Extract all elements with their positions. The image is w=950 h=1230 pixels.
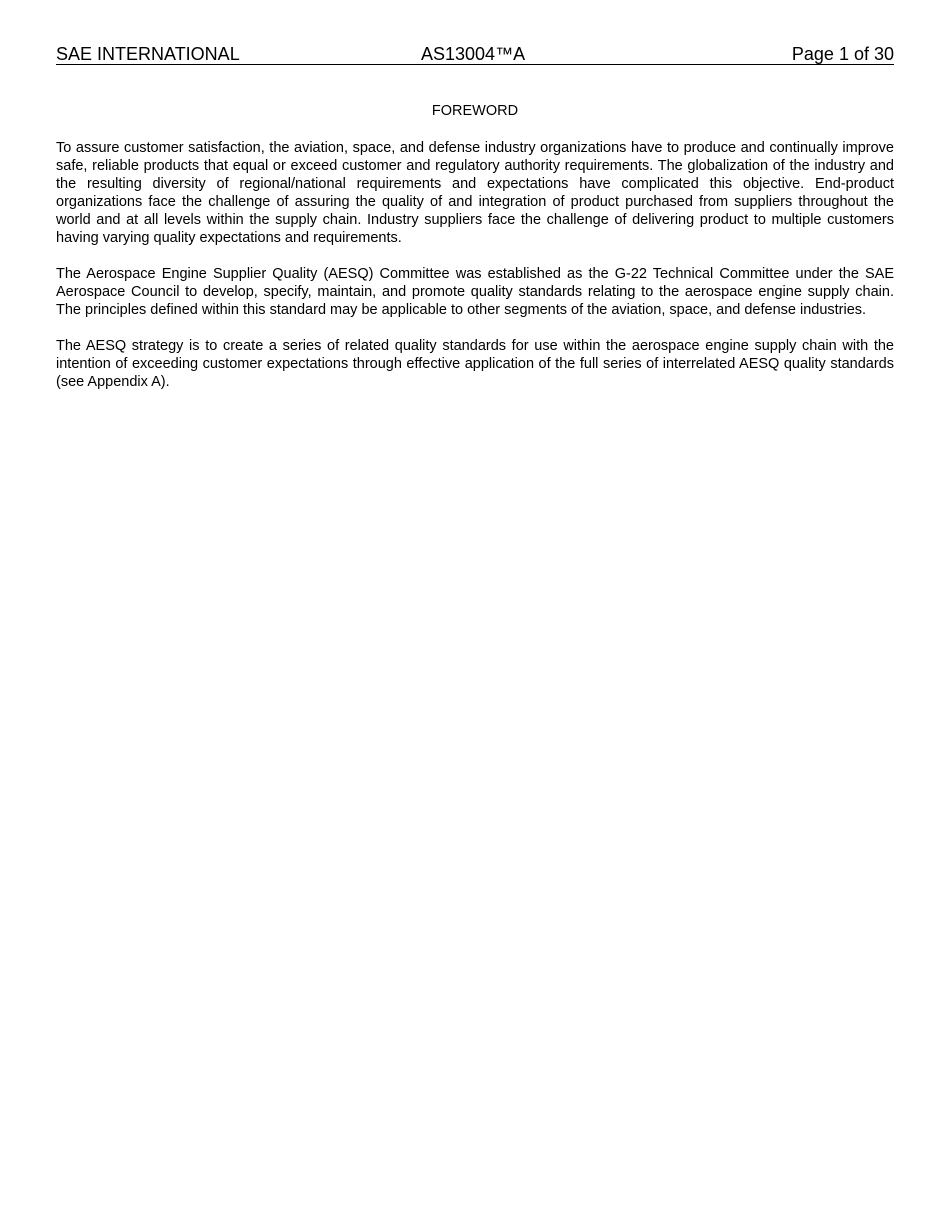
foreword-body xyxy=(56,139,894,409)
header-organization: SAE INTERNATIONAL xyxy=(56,44,240,64)
header-page-number: Page 1 of 30 xyxy=(791,44,894,64)
paragraph-3: The AESQ strategy is to create a series of related quality standards for use within the aerospace engine supply chain with the intention of exceeding customer expectations through effective application of the full series of interrelated AESQ quality standards (see Appendix A). xyxy=(56,338,894,390)
paragraph-1: To assure customer satisfaction, the aviation, space, and defense industry organizations have to produce and continually improve safe, reliable products that equal or exceed customer and regulatory authority requirements. The globalization of the industry and the resulting diversity of regional/national requirements and expectations have complicated this objective. End-product organizations face the challenge of assuring the quality of and integration of product purchased from suppliers throughout the world and at all levels within the supply chain. Industry suppliers face the challenge of delivering product to multiple customers having varying quality expectations and requirements. xyxy=(56,140,894,246)
section-title: FOREWORD xyxy=(431,103,519,119)
header-document-number: AS13004™A xyxy=(421,44,526,64)
paragraph-2: The Aerospace Engine Supplier Quality (AESQ) Committee was established as the G-22 Technical Committee under the SAE Aerospace Council to develop, specify, maintain, and promote quality standards relating to the aerospace engine supply chain. The principles defined within this standard may be applicable to other segments of the aviation, space, and defense industries. xyxy=(56,266,894,318)
page-header xyxy=(56,44,894,65)
